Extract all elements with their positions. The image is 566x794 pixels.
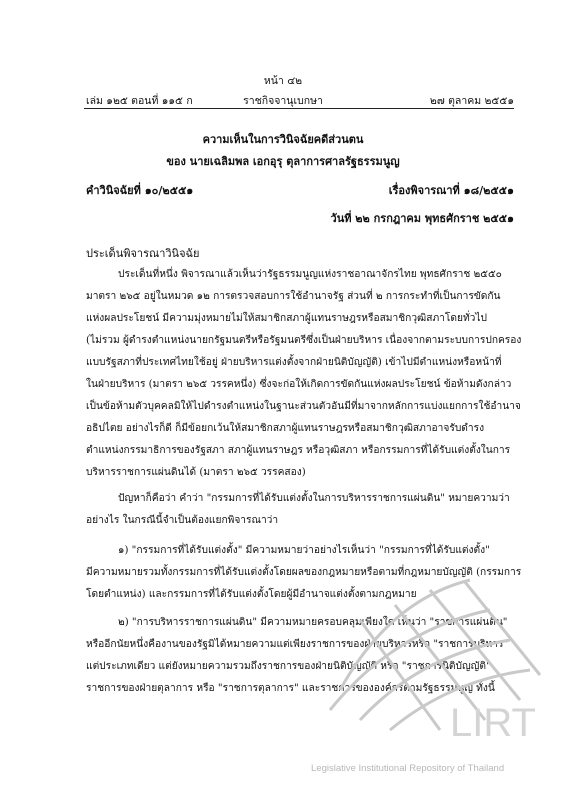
body-line: ราชการของฝ่ายตุลาการ หรือ "ราชการตุลาการ" และราชการขององค์กรตามรัฐธรรมนูญ ทั้งนี้ (86, 683, 495, 694)
body-line: มีความหมายรวมทั้งกรรมการที่ได้รับแต่งตั้งโดยผลของกฎหมายหรือตามที่กฎหมายบัญญัติ (กรรมการ (86, 567, 522, 578)
body-line: โดยตำแหน่ง) และกรรมการที่ได้รับแต่งตั้งโดยผู้มีอำนาจแต่งตั้งตามกฎหมาย (86, 589, 417, 600)
body-line: อย่างไร ในกรณีนี้จำเป็นต้องแยกพิจารณาว่า (86, 515, 279, 526)
header-divider (84, 108, 514, 109)
body-line: อธิปไตย อย่างไรก็ดี ก็มีข้อยกเว้นให้สมาชิกสภาผู้แทนราษฎรหรือสมาชิกวุฒิสภาอาจรับดำรง (86, 423, 485, 434)
ruling-number: คำวินิจฉัยที่ ๑๐/๒๕๕๑ (86, 184, 194, 197)
body-line: เป็นข้อห้ามตัวบุคคลมิให้ไปดำรงตำแหน่งในฐานะส่วนตัวอันมีที่มาจากหลักการแบ่งแยกการใช้อำนาจ (86, 401, 521, 412)
body-line: ๑) "กรรมการที่ได้รับแต่งตั้ง" มีความหมายว่าอย่างไรเห็นว่า "กรรมการที่ได้รับแต่งตั้ง" (118, 545, 490, 556)
body-line: หรืออีกนัยหนึ่งคืองานของรัฐมิได้หมายความแต่เพียงราชการของฝ่ายบริหารหรือ "ราชการบริหาร" (86, 639, 509, 650)
lirt-watermark-logo (300, 560, 560, 740)
ruling-date: วันที่ ๒๒ กรกฎาคม พุทธศักราช ๒๕๕๑ (330, 212, 514, 225)
body-line: ตำแหน่งกรรมาธิการของรัฐสภา สภาผู้แทนราษฎร หรือวุฒิสภา หรือกรรมการที่ได้รับแต่งตั้งในการ (86, 445, 511, 456)
body-line: บริหารราชการแผ่นดินได้ (มาตรา ๒๖๕ วรรคสอง) (86, 467, 306, 478)
gazette-name: ราชกิจจานุเบกษา (243, 95, 323, 107)
svg-text:LIRT: LIRT (450, 701, 536, 740)
watermark-caption: Legislative Institutional Repository of Thailand (311, 763, 505, 774)
body-line: ประเด็นที่หนึ่ง พิจารณาแล้วเห็นว่ารัฐธรรมนูญแห่งราชอาณาจักรไทย พุทธศักราช ๒๕๕๐ (118, 269, 502, 280)
body-line: ๒) "การบริหารราชการแผ่นดิน" มีความหมายครอบคลุมเพียงใด เห็นว่า "ราชการแผ่นดิน" (118, 617, 508, 628)
document-title: ความเห็นในการวินิจฉัยคดีส่วนตน (202, 133, 364, 146)
document-author: ของ นายเฉลิมพล เอกอุรุ ตุลาการศาลรัฐธรรมนูญ (166, 155, 400, 168)
body-line: แต่ประเภทเดียว แต่ยังหมายความรวมถึงราชการของฝ่ายนิติบัญญัติ หรือ "ราชการนิติบัญญัติ" (86, 661, 491, 672)
gazette-volume-issue: เล่ม ๑๒๕ ตอนที่ ๑๑๕ ก (86, 95, 193, 107)
matter-number: เรื่องพิจารณาที่ ๑๘/๒๕๕๑ (388, 184, 514, 197)
body-line: มาตรา ๒๖๕ อยู่ในหมวด ๑๒ การตรวจสอบการใช้อำนาจรัฐ ส่วนที่ ๒ การกระทำที่เป็นการขัดกัน (86, 291, 501, 302)
section-heading: ประเด็นพิจารณาวินิจฉัย (86, 247, 200, 260)
page-number: หน้า ๔๒ (263, 75, 303, 87)
body-line: แบบรัฐสภาที่ประเทศไทยใช้อยู่ ฝ่ายบริหารแต่งตั้งจากฝ่ายนิติบัญญัติ) เข้าไปมีตำแหน่งหรือหน้าที่ (86, 357, 502, 368)
body-line: (ไม่รวม ผู้ดำรงตำแหน่งนายกรัฐมนตรีหรือรัฐมนตรีซึ่งเป็นฝ่ายบริหาร เนื่องจากตามระบบการปกครอง (86, 335, 522, 346)
body-line: แห่งผลประโยชน์ มีความมุ่งหมายไม่ให้สมาชิกสภาผู้แทนราษฎรหรือสมาชิกวุฒิสภาโดยทั่วไป (86, 313, 487, 324)
body-line: ปัญหาก็คือว่า คำว่า "กรรมการที่ได้รับแต่งตั้งในการบริหารราชการแผ่นดิน" หมายความว่า (118, 493, 510, 504)
gazette-date: ๒๗ ตุลาคม ๒๕๕๑ (429, 95, 514, 107)
body-line: ในฝ่ายบริหาร (มาตรา ๒๖๕ วรรคหนึ่ง) ซึ่งจะก่อให้เกิดการขัดกันแห่งผลประโยชน์ ข้อห้ามดังกล่าว (86, 379, 512, 390)
